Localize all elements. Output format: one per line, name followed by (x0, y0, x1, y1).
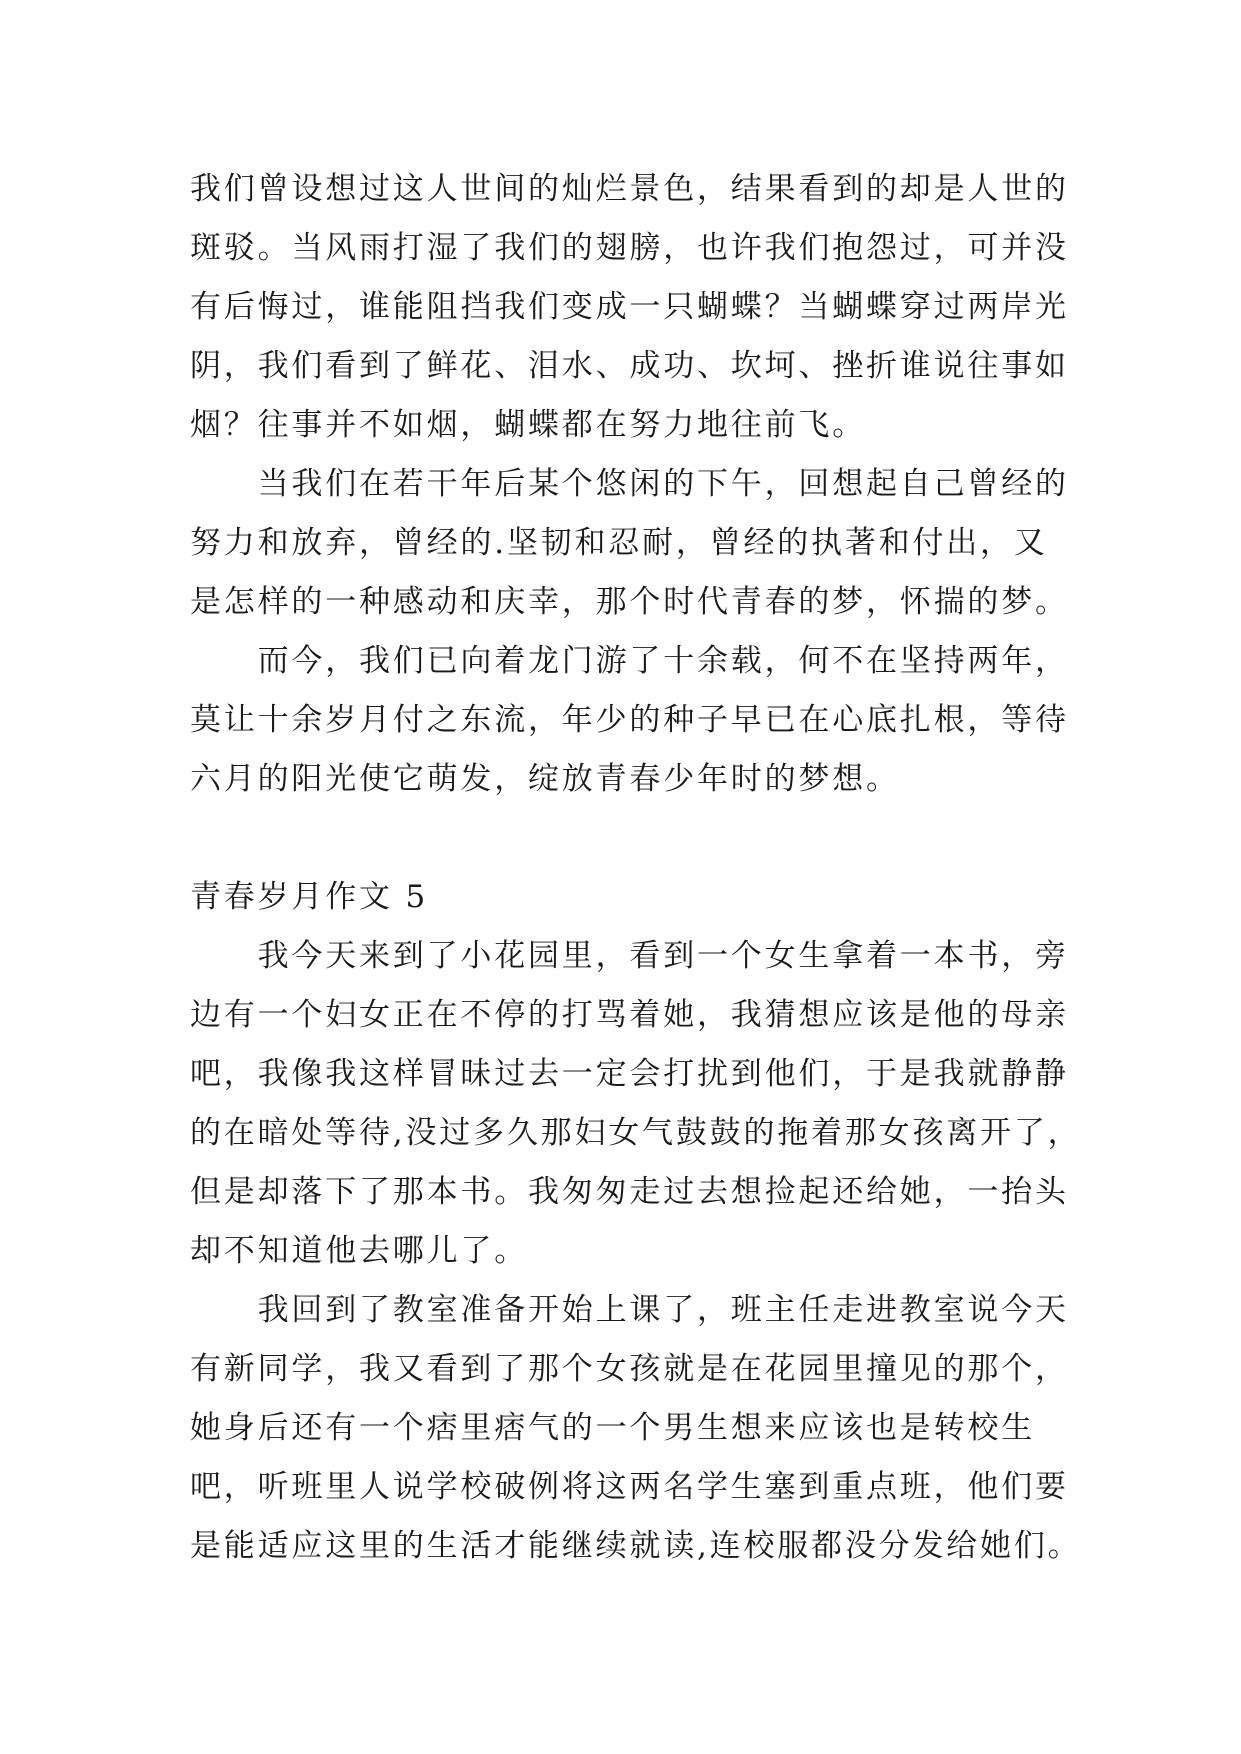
text-line: 吧，我像我这样冒昧过去一定会打扰到他们，于是我就静静 (190, 1056, 1069, 1092)
document-page (190, 160, 1082, 1576)
text-line: 烟？往事并不如烟，蝴蝶都在努力地往前飞。 (190, 407, 866, 443)
text-line: 吧，听班里人说学校破例将这两名学生塞到重点班，他们要 (190, 1469, 1069, 1505)
paragraph (190, 927, 1082, 1281)
text-line: 阴，我们看到了鲜花、泪水、成功、坎坷、挫折谁说往事如 (190, 348, 1069, 384)
text-line: 是能适应这里的生活才能继续就读,连校服都没分发给她们。 (190, 1528, 1082, 1564)
text-line: 莫让十余岁月付之东流，年少的种子早已在心底扎根，等待 (190, 702, 1069, 738)
text-line: 边有一个妇女正在不停的打骂着她，我猜想应该是他的母亲 (190, 997, 1069, 1033)
text-line: 我回到了教室准备开始上课了，班主任走进教室说今天 (190, 1292, 1069, 1328)
text-line: 当我们在若干年后某个悠闲的下午，回想起自己曾经的 (190, 466, 1069, 502)
text-line: 是怎样的一种感动和庆幸，那个时代青春的梦，怀揣的梦。 (190, 584, 1069, 620)
text-line: 我今天来到了小花园里，看到一个女生拿着一本书，旁 (190, 938, 1069, 974)
text-line: 却不知道他去哪儿了。 (190, 1233, 528, 1269)
text-line: 六月的阳光使它萌发，绽放青春少年时的梦想。 (190, 761, 900, 797)
text-line: 斑驳。当风雨打湿了我们的翅膀，也许我们抱怨过，可并没 (190, 230, 1069, 266)
text-line: 而今，我们已向着龙门游了十余载，何不在坚持两年， (190, 643, 1069, 679)
paragraph (190, 1281, 1082, 1576)
text-line: 有后悔过，谁能阻挡我们变成一只蝴蝶？当蝴蝶穿过两岸光 (190, 289, 1069, 325)
section-spacer (190, 809, 1070, 868)
text-line: 有新同学，我又看到了那个女孩就是在花园里撞见的那个， (190, 1351, 1069, 1387)
paragraph (190, 455, 1070, 632)
text-line: 的在暗处等待,没过多久那妇女气鼓鼓的拖着那女孩离开了， (190, 1115, 1082, 1151)
text-line: 但是却落下了那本书。我匆匆走过去想捡起还给她，一抬头 (190, 1174, 1069, 1210)
text-line: 她身后还有一个痞里痞气的一个男生想来应该也是转校生 (190, 1410, 1035, 1446)
section-heading: 青春岁月作文 5 (190, 879, 428, 915)
text-line: 努力和放弃，曾经的.坚韧和忍耐，曾经的执著和付出，又 (190, 525, 1048, 561)
text-line: 我们曾设想过这人世间的灿烂景色，结果看到的却是人世的 (190, 171, 1069, 207)
paragraph (190, 632, 1070, 809)
paragraph (190, 160, 1070, 455)
